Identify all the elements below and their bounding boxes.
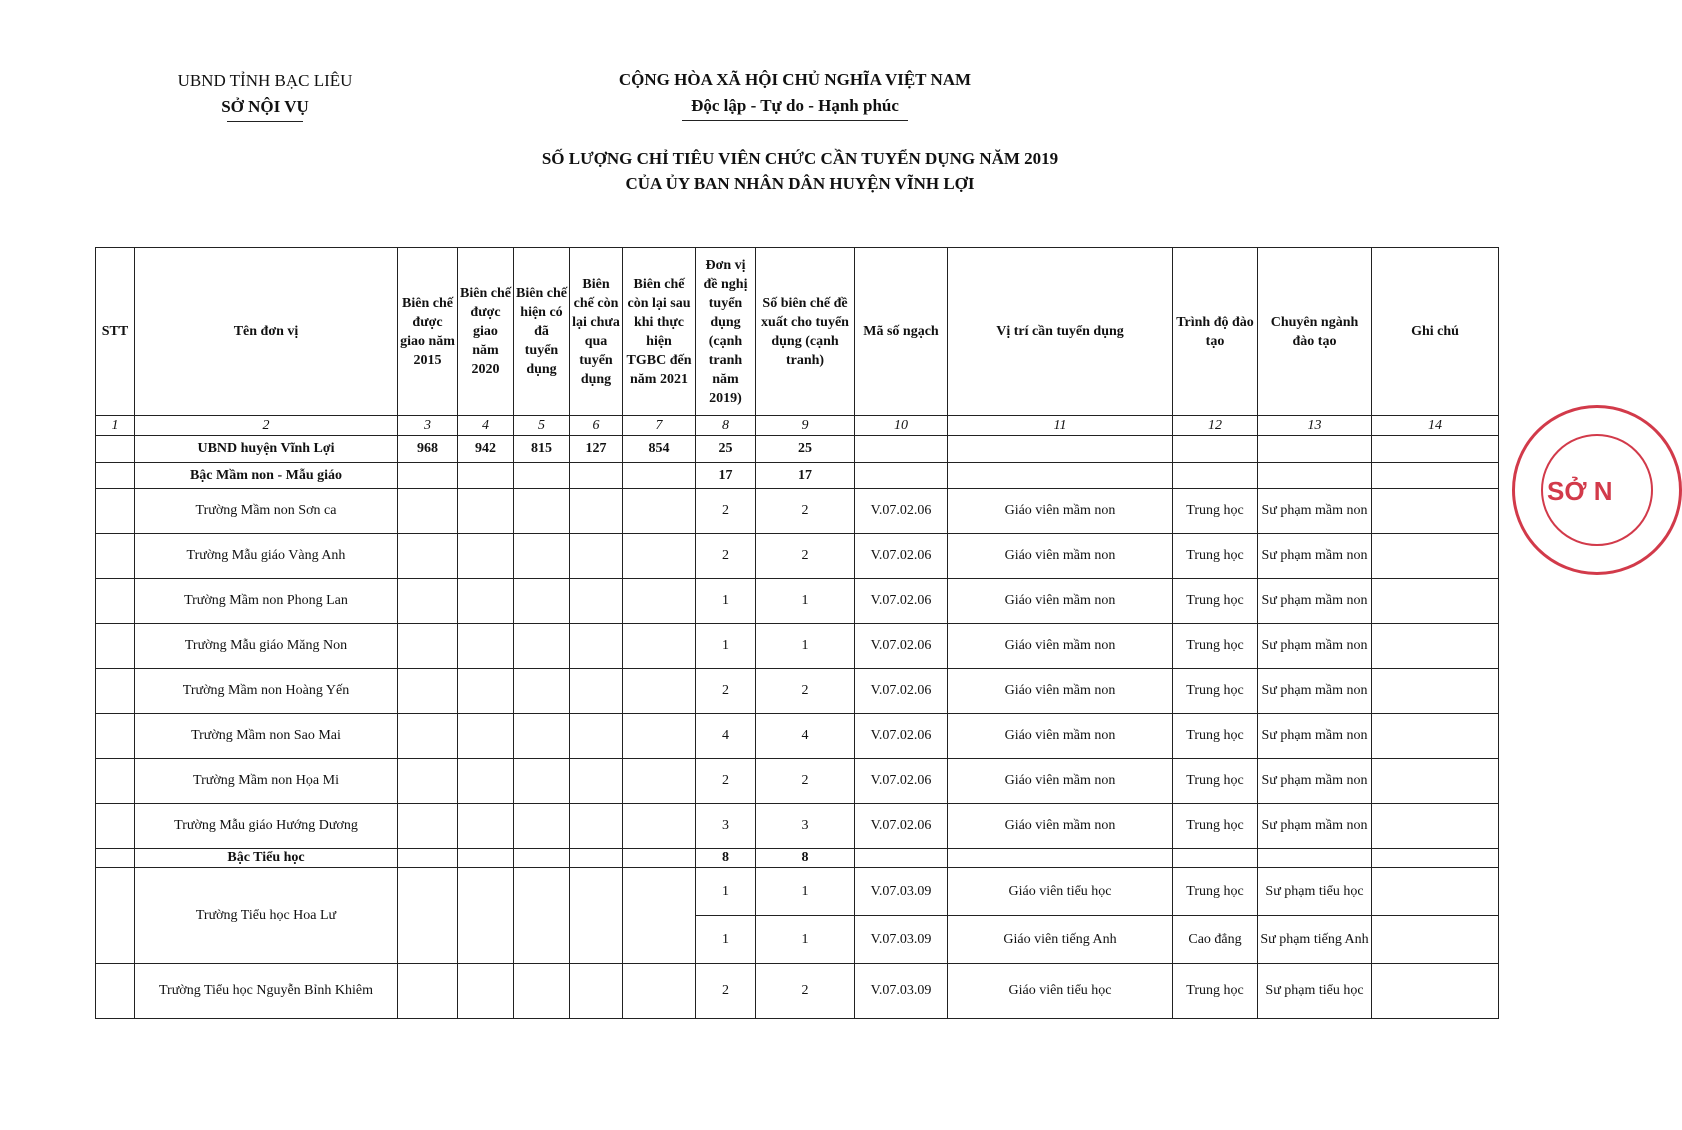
table-row (96, 489, 1499, 534)
unit-name: UBND huyện Vĩnh Lợi (135, 436, 398, 463)
de-nghi-cell: 2 (696, 964, 756, 1019)
de-xuat-cell: 8 (756, 849, 855, 868)
empty-cell (458, 714, 514, 759)
de-xuat-cell: 1 (756, 868, 855, 916)
de-xuat-cell: 2 (756, 534, 855, 579)
col-header-ghi-chu: Ghi chú (1372, 248, 1499, 416)
empty-cell (623, 534, 696, 579)
table-row (96, 759, 1499, 804)
ma-so-cell: V.07.03.09 (855, 916, 948, 964)
empty-cell (570, 579, 623, 624)
de-xuat-cell: 17 (756, 463, 855, 489)
official-seal (1512, 405, 1682, 575)
empty-cell (458, 849, 514, 868)
ma-so-cell: V.07.02.06 (855, 759, 948, 804)
empty-cell (623, 669, 696, 714)
chuyen-nganh-cell (1258, 436, 1372, 463)
stt-cell (96, 759, 135, 804)
col-number: 11 (948, 416, 1173, 436)
empty-cell (570, 964, 623, 1019)
stt-cell (96, 669, 135, 714)
trinh-do-cell: Trung học (1173, 714, 1258, 759)
chuyen-nganh-cell: Sư phạm mầm non (1258, 489, 1372, 534)
de-xuat-cell: 25 (756, 436, 855, 463)
table-row (96, 804, 1499, 849)
col-number: 8 (696, 416, 756, 436)
col-number: 7 (623, 416, 696, 436)
con-lai-cell: 127 (570, 436, 623, 463)
table-row (96, 624, 1499, 669)
hien-co-cell: 815 (514, 436, 570, 463)
empty-cell (398, 624, 458, 669)
de-nghi-cell: 8 (696, 849, 756, 868)
vi-tri-cell: Giáo viên mầm non (948, 579, 1173, 624)
de-xuat-cell: 1 (756, 916, 855, 964)
stt-cell (96, 534, 135, 579)
empty-cell (570, 534, 623, 579)
col-header-de-xuat: Số biên chế đề xuất cho tuyển dụng (cạnh tranh) (756, 248, 855, 416)
empty-cell (623, 868, 696, 964)
stt-cell (96, 579, 135, 624)
ghi-chu-cell (1372, 759, 1499, 804)
empty-cell (1372, 463, 1499, 489)
stt-cell (96, 964, 135, 1019)
bc2015-cell: 968 (398, 436, 458, 463)
issuer-underline (227, 121, 303, 122)
title-line-1: SỐ LƯỢNG CHỈ TIÊU VIÊN CHỨC CẦN TUYỂN DỤNG NĂM 2019 (541, 149, 1059, 168)
de-nghi-cell: 1 (696, 624, 756, 669)
empty-cell (623, 624, 696, 669)
de-nghi-cell: 1 (696, 868, 756, 916)
country-name: CỘNG HÒA XÃ HỘI CHỦ NGHĨA VIỆT NAM (618, 70, 972, 89)
de-nghi-cell: 2 (696, 534, 756, 579)
empty-cell (398, 714, 458, 759)
empty-cell (570, 624, 623, 669)
group-name: Bậc Tiểu học (135, 849, 398, 868)
vi-tri-cell: Giáo viên mầm non (948, 534, 1173, 579)
empty-cell (458, 579, 514, 624)
de-xuat-cell: 2 (756, 489, 855, 534)
empty-cell (570, 804, 623, 849)
col-header-con-lai: Biên chế còn lại chưa qua tuyển dụng (570, 248, 623, 416)
issuer-block (150, 68, 380, 122)
trinh-do-cell: Cao đẳng (1173, 916, 1258, 964)
vi-tri-cell: Giáo viên tiếng Anh (948, 916, 1173, 964)
ghi-chu-cell (1372, 714, 1499, 759)
vi-tri-cell: Giáo viên mầm non (948, 489, 1173, 534)
ma-so-cell: V.07.03.09 (855, 964, 948, 1019)
empty-cell (623, 714, 696, 759)
trinh-do-cell: Trung học (1173, 489, 1258, 534)
empty-cell (514, 964, 570, 1019)
stt-cell (96, 463, 135, 489)
empty-cell (514, 804, 570, 849)
empty-cell (623, 804, 696, 849)
ghi-chu-cell (1372, 534, 1499, 579)
issuer-org: UBND TỈNH BẠC LIÊU (177, 71, 353, 90)
group-name: Bậc Mầm non - Mẫu giáo (135, 463, 398, 489)
tgbc-cell: 854 (623, 436, 696, 463)
col-header-chuyen-nganh: Chuyên ngành đào tạo (1258, 248, 1372, 416)
issuer-dept: SỞ NỘI VỤ (221, 97, 309, 116)
de-nghi-cell: 3 (696, 804, 756, 849)
empty-cell (1372, 849, 1499, 868)
col-header-bc2020: Biên chế được giao năm 2020 (458, 248, 514, 416)
trinh-do-cell: Trung học (1173, 964, 1258, 1019)
col-header-name: Tên đơn vị (135, 248, 398, 416)
empty-cell (623, 964, 696, 1019)
empty-cell (398, 489, 458, 534)
empty-cell (514, 624, 570, 669)
chuyen-nganh-cell: Sư phạm mầm non (1258, 804, 1372, 849)
trinh-do-cell: Trung học (1173, 579, 1258, 624)
unit-name: Trường Tiểu học Nguyễn Bỉnh Khiêm (135, 964, 398, 1019)
empty-cell (570, 489, 623, 534)
empty-cell (398, 804, 458, 849)
stt-cell (96, 436, 135, 463)
empty-cell (398, 579, 458, 624)
empty-cell (458, 463, 514, 489)
chuyen-nganh-cell: Sư phạm mầm non (1258, 714, 1372, 759)
empty-cell (1258, 463, 1372, 489)
ma-so-cell: V.07.02.06 (855, 669, 948, 714)
empty-cell (458, 534, 514, 579)
group-row-tieu-hoc (96, 849, 1499, 868)
col-number: 1 (96, 416, 135, 436)
unit-name: Trường Tiểu học Hoa Lư (135, 868, 398, 964)
unit-name: Trường Mẫu giáo Măng Non (135, 624, 398, 669)
official-seal-mark: SỞ N (1547, 476, 1613, 506)
group-row-mam-non (96, 463, 1499, 489)
empty-cell (458, 669, 514, 714)
col-header-stt: STT (96, 248, 135, 416)
mam-non-rows (96, 489, 1499, 849)
vi-tri-cell: Giáo viên tiểu học (948, 868, 1173, 916)
title-line-2: CỦA ỦY BAN NHÂN DÂN HUYỆN VĨNH LỢI (625, 174, 975, 193)
trinh-do-cell: Trung học (1173, 624, 1258, 669)
chuyen-nganh-cell: Sư phạm mầm non (1258, 669, 1372, 714)
empty-cell (398, 759, 458, 804)
de-nghi-cell: 25 (696, 436, 756, 463)
empty-cell (398, 463, 458, 489)
de-nghi-cell: 17 (696, 463, 756, 489)
empty-cell (458, 964, 514, 1019)
de-nghi-cell: 1 (696, 579, 756, 624)
trinh-do-cell: Trung học (1173, 759, 1258, 804)
table-row (96, 669, 1499, 714)
empty-cell (1258, 849, 1372, 868)
empty-cell (514, 849, 570, 868)
col-header-bc2015: Biên chế được giao năm 2015 (398, 248, 458, 416)
empty-cell (623, 579, 696, 624)
chuyen-nganh-cell: Sư phạm tiểu học (1258, 868, 1372, 916)
vi-tri-cell: Giáo viên tiểu học (948, 964, 1173, 1019)
col-header-ma-so: Mã số ngạch (855, 248, 948, 416)
ghi-chu-cell (1372, 669, 1499, 714)
de-xuat-cell: 3 (756, 804, 855, 849)
chuyen-nganh-cell: Sư phạm mầm non (1258, 579, 1372, 624)
empty-cell (398, 868, 458, 964)
de-xuat-cell: 2 (756, 964, 855, 1019)
empty-cell (398, 534, 458, 579)
motto-underline (682, 120, 908, 121)
vi-tri-cell: Giáo viên mầm non (948, 714, 1173, 759)
unit-name: Trường Mầm non Sơn ca (135, 489, 398, 534)
empty-cell (514, 669, 570, 714)
table-row (96, 714, 1499, 759)
trinh-do-cell: Trung học (1173, 804, 1258, 849)
empty-cell (623, 463, 696, 489)
national-header (570, 67, 1020, 121)
trinh-do-cell: Trung học (1173, 669, 1258, 714)
col-number: 14 (1372, 416, 1499, 436)
col-header-tgbc: Biên chế còn lại sau khi thực hiện TGBC đến năm 2021 (623, 248, 696, 416)
national-motto: Độc lập - Tự do - Hạnh phúc (691, 96, 899, 115)
chuyen-nganh-cell: Sư phạm mầm non (1258, 624, 1372, 669)
empty-cell (623, 759, 696, 804)
col-number: 13 (1258, 416, 1372, 436)
col-header-vi-tri: Vị trí cần tuyển dụng (948, 248, 1173, 416)
header-row (96, 248, 1499, 416)
empty-cell (948, 849, 1173, 868)
empty-cell (514, 489, 570, 534)
table-row-nbk (96, 964, 1499, 1019)
col-number: 6 (570, 416, 623, 436)
ma-so-cell: V.07.02.06 (855, 804, 948, 849)
ghi-chu-cell (1372, 916, 1499, 964)
col-number: 12 (1173, 416, 1258, 436)
trinh-do-cell: Trung học (1173, 868, 1258, 916)
empty-cell (948, 463, 1173, 489)
de-xuat-cell: 4 (756, 714, 855, 759)
empty-cell (398, 964, 458, 1019)
empty-cell (570, 669, 623, 714)
ma-so-cell: V.07.02.06 (855, 714, 948, 759)
empty-cell (514, 868, 570, 964)
vi-tri-cell: Giáo viên mầm non (948, 804, 1173, 849)
trinh-do-cell: Trung học (1173, 534, 1258, 579)
empty-cell (458, 624, 514, 669)
stt-cell (96, 714, 135, 759)
empty-cell (514, 463, 570, 489)
empty-cell (1173, 849, 1258, 868)
empty-cell (458, 489, 514, 534)
table-row-hoa-lu-1 (96, 868, 1499, 916)
empty-cell (623, 489, 696, 534)
stt-cell (96, 624, 135, 669)
empty-cell (458, 759, 514, 804)
de-xuat-cell: 1 (756, 579, 855, 624)
vi-tri-cell (948, 436, 1173, 463)
col-header-de-nghi: Đơn vị đề nghị tuyển dụng (cạnh tranh năm 2019) (696, 248, 756, 416)
de-nghi-cell: 4 (696, 714, 756, 759)
chuyen-nganh-cell: Sư phạm mầm non (1258, 534, 1372, 579)
empty-cell (855, 849, 948, 868)
total-row (96, 436, 1499, 463)
ghi-chu-cell (1372, 868, 1499, 916)
empty-cell (570, 759, 623, 804)
vi-tri-cell: Giáo viên mầm non (948, 624, 1173, 669)
empty-cell (514, 759, 570, 804)
chuyen-nganh-cell: Sư phạm tiểu học (1258, 964, 1372, 1019)
de-nghi-cell: 2 (696, 759, 756, 804)
ghi-chu-cell (1372, 624, 1499, 669)
ma-so-cell: V.07.02.06 (855, 624, 948, 669)
vi-tri-cell: Giáo viên mầm non (948, 759, 1173, 804)
unit-name: Trường Mẫu giáo Vàng Anh (135, 534, 398, 579)
ma-so-cell: V.07.02.06 (855, 489, 948, 534)
empty-cell (514, 534, 570, 579)
recruitment-table (95, 247, 1499, 1019)
unit-name: Trường Mẫu giáo Hướng Dương (135, 804, 398, 849)
col-number: 2 (135, 416, 398, 436)
de-nghi-cell: 2 (696, 669, 756, 714)
stt-cell (96, 489, 135, 534)
ghi-chu-cell (1372, 804, 1499, 849)
empty-cell (514, 579, 570, 624)
col-number: 5 (514, 416, 570, 436)
de-nghi-cell: 1 (696, 916, 756, 964)
empty-cell (398, 669, 458, 714)
stt-cell (96, 868, 135, 964)
unit-name: Trường Mầm non Sao Mai (135, 714, 398, 759)
ghi-chu-cell (1372, 964, 1499, 1019)
de-xuat-cell: 2 (756, 669, 855, 714)
col-number: 9 (756, 416, 855, 436)
unit-name: Trường Mầm non Hoàng Yến (135, 669, 398, 714)
table-row (96, 579, 1499, 624)
ghi-chu-cell (1372, 579, 1499, 624)
stt-cell (96, 849, 135, 868)
ghi-chu-cell (1372, 436, 1499, 463)
bc2020-cell: 942 (458, 436, 514, 463)
empty-cell (855, 463, 948, 489)
empty-cell (398, 849, 458, 868)
col-number: 3 (398, 416, 458, 436)
chuyen-nganh-cell: Sư phạm tiếng Anh (1258, 916, 1372, 964)
unit-name: Trường Mầm non Phong Lan (135, 579, 398, 624)
vi-tri-cell: Giáo viên mầm non (948, 669, 1173, 714)
chuyen-nganh-cell: Sư phạm mầm non (1258, 759, 1372, 804)
col-number: 4 (458, 416, 514, 436)
de-nghi-cell: 2 (696, 489, 756, 534)
empty-cell (570, 849, 623, 868)
ghi-chu-cell (1372, 489, 1499, 534)
col-header-hien-co: Biên chế hiện có đã tuyển dụng (514, 248, 570, 416)
empty-cell (570, 463, 623, 489)
table-row (96, 534, 1499, 579)
stt-cell (96, 804, 135, 849)
empty-cell (458, 868, 514, 964)
ma-so-cell: V.07.02.06 (855, 534, 948, 579)
document-title (300, 146, 1300, 196)
empty-cell (623, 849, 696, 868)
empty-cell (514, 714, 570, 759)
col-number: 10 (855, 416, 948, 436)
de-xuat-cell: 2 (756, 759, 855, 804)
ma-so-cell: V.07.03.09 (855, 868, 948, 916)
unit-name: Trường Mầm non Họa Mi (135, 759, 398, 804)
col-header-trinh-do: Trình độ đào tạo (1173, 248, 1258, 416)
empty-cell (570, 868, 623, 964)
column-number-row (96, 416, 1499, 436)
empty-cell (1173, 463, 1258, 489)
empty-cell (570, 714, 623, 759)
de-xuat-cell: 1 (756, 624, 855, 669)
ma-so-cell (855, 436, 948, 463)
ma-so-cell: V.07.02.06 (855, 579, 948, 624)
trinh-do-cell (1173, 436, 1258, 463)
empty-cell (458, 804, 514, 849)
